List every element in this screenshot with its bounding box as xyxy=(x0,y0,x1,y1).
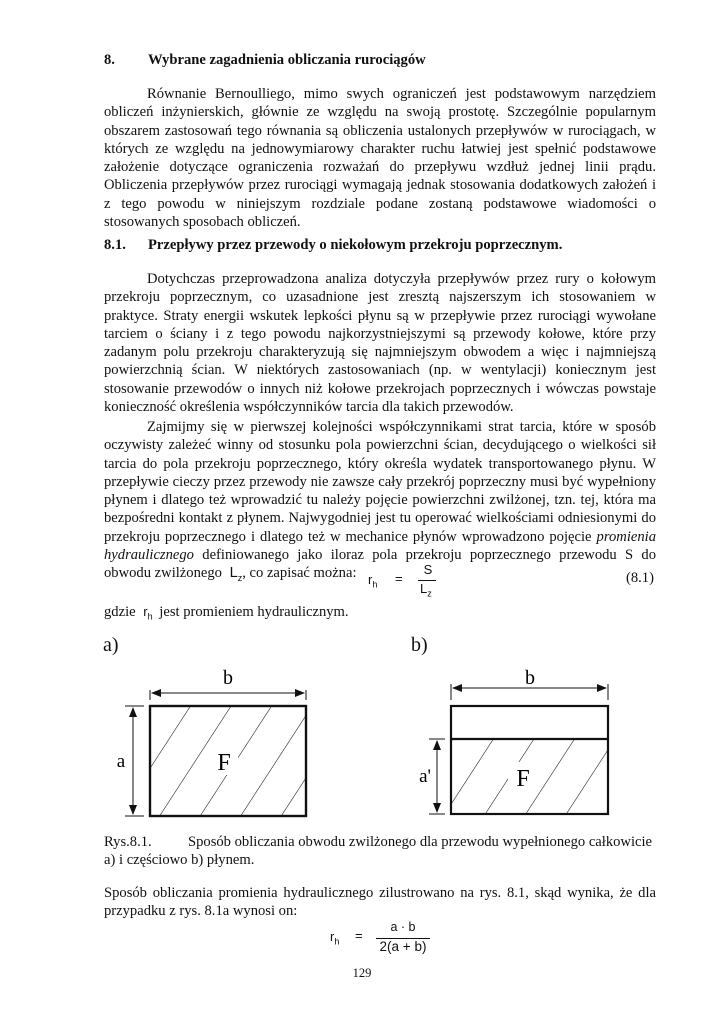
fraction-numerator: S xyxy=(423,562,433,577)
section-number: 8. xyxy=(104,52,115,68)
dimension-label-a-prime: a' xyxy=(419,766,431,787)
text-line: Równanie Bernoulliego, mimo swych ograniczeń jest podstawowym narzędziem xyxy=(147,86,656,102)
equation2-lhs: $r_h$ xyxy=(330,929,340,947)
text-line: założenie dotyczące ograniczenia rozważań do przepływu wzdłuż jednej linii prądu. xyxy=(104,159,656,176)
symbol-rh: $r_h$ xyxy=(143,604,153,622)
subsection-title: Przepływy przez przewody o niekołowym przekroju poprzecznym. xyxy=(148,237,563,253)
text-line: stosowanie przewodów o innych niż kołowe przekrojach poprzecznych i wówczas powstaje xyxy=(104,380,656,397)
text-line-part: , co zapisać można: xyxy=(242,565,357,582)
area-label-F: F xyxy=(516,766,530,792)
dimension-label-b: b xyxy=(223,667,233,689)
text-line: z tego powodu w niniejszym rozdziale podane zostaną podstawowe wiadomości o xyxy=(104,195,656,212)
figure-caption-line1: Sposób obliczania obwodu zwilżonego dla przewodu wypełnionego całkowicie xyxy=(188,834,653,850)
paragraph-4 xyxy=(104,884,656,921)
figure-caption-number: Rys.8.1. xyxy=(104,834,152,850)
text-line: tarcia do pola przekroju poprzecznego, który określa wydatek transportowanego płynu. W xyxy=(104,455,656,472)
text-line-part: przekroju poprzecznego i dlatego też w mechanice płynów wprowadzono pojęcie xyxy=(104,528,592,545)
text-line: oczywisty zależeć winny od stosunku pola powierzchni ścian, decydującego o wielkości sił xyxy=(104,437,656,454)
text-line: tarciem o ściany i z tego powodu najkorzystniejszymi są przewody kołowe, które przy xyxy=(104,325,656,342)
page-number: 129 xyxy=(352,966,372,980)
fraction-denominator: $L_z$ xyxy=(420,581,432,599)
figure-a xyxy=(117,667,306,816)
text-line: stosowanych sposobach obliczeń. xyxy=(104,214,301,231)
text-line: przypadku z rys. 8.1a wynosi on: xyxy=(104,903,298,920)
equation2-denominator: 2(a + b) xyxy=(379,939,427,954)
text-line: Zajmijmy się w pierwszej kolejności współczynnikami strat tarcia, które w sposób xyxy=(147,419,656,435)
subsection-number: 8.1. xyxy=(104,237,126,253)
text-line-part: obwodu zwilżonego xyxy=(104,565,222,582)
equation2-numerator: a · b xyxy=(390,920,416,934)
text-line: konieczność określenia współczynników tarcia dla takich przewodów. xyxy=(104,399,514,416)
figure-caption-line2: a) i częściowo b) płynem. xyxy=(104,852,255,868)
figure-a-label: a) xyxy=(103,634,119,656)
area-label-F: F xyxy=(217,750,231,776)
text-line: Dotychczas przeprowadzona analiza dotyczyła przepływów przez rury o kołowym xyxy=(147,271,656,287)
dimension-label-a: a xyxy=(116,751,126,772)
text-line: obliczeń inżynierskich, głównie ze względu na swoją prostotę. Szczególnie popularnym xyxy=(104,104,656,121)
dimension-label-b: b xyxy=(525,667,535,689)
equation-number: (8.1) xyxy=(626,570,654,586)
text-line: płynem i dlatego też wprowadzić tu należy pojęcie powierzchni zwilżonej, tzn. tej, która ma xyxy=(104,492,656,509)
equation2-equals: = xyxy=(355,928,363,943)
text-line: których ze względu na jednowymiarowy charakter ruchu łatwiej jest spełnić podstawowe xyxy=(104,140,656,157)
text-line: zadanym polu przekroju charakteryzują się najmniejszym obwodem a więc i najmniejszą xyxy=(104,344,656,361)
equation-equals: = xyxy=(395,571,403,586)
text-line: bezpośredni kontakt z płynem. Najwygodniej jest tu operować wielkościami odniesionymi do xyxy=(104,510,656,527)
text-line: Obliczenia przepływów przez rurociągi wymagają jednak stosowania dodatkowych założeń i xyxy=(104,177,656,194)
gdzie-line: gdzie $r_h$ jest promieniem hydraulicznym. xyxy=(104,604,349,622)
figure-b-label: b) xyxy=(411,634,428,656)
text-line: obszarem zastosowań tego równania są obliczenia ustalonych przepływów w rurociągach, w xyxy=(104,122,656,139)
text-line: powierzchnią ścian. W niektórych zastosowaniach (np. w wentylacji) koniecznym jest xyxy=(104,362,656,379)
term-emphasis: hydraulicznego xyxy=(104,547,194,564)
section-title: Wybrane zagadnienia obliczania rurociągów xyxy=(148,52,426,68)
text-line-part: definiowanego jako iloraz pola przekroju poprzecznego przewodu S do xyxy=(202,547,656,564)
symbol-Lz: $L_z$ xyxy=(229,565,243,584)
figure-b xyxy=(419,667,608,814)
text-line: praktyce. Straty energii wskutek lepkości płynu są w przepływie przez rurociągi wywołane xyxy=(104,307,656,324)
text-line: przepływie cieczy przez przewody nie zawsze cały przekrój poprzeczny musi być wypełniony xyxy=(104,473,656,490)
text-line: Sposób obliczania promienia hydraulicznego zilustrowano na rys. 8.1, skąd wynika, że dla xyxy=(104,885,656,901)
term-emphasis: promienia xyxy=(596,528,656,545)
text-line: przekroju poprzecznym, co uzasadnione jest zresztą najszerszym ich stosowaniem w xyxy=(104,289,656,306)
equation-lhs: $r_h$ xyxy=(368,572,378,590)
